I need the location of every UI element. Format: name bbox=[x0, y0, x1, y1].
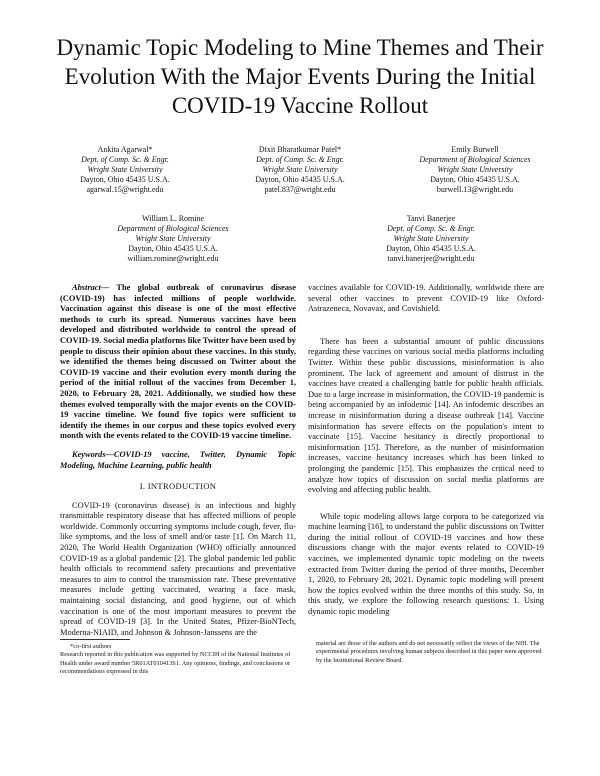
author-block bbox=[390, 145, 560, 195]
author-name: Dixit Bharatkumar Patel* bbox=[258, 145, 342, 154]
author-email: tanvi.banerjee@wright.edu bbox=[387, 254, 475, 263]
author-block bbox=[346, 214, 516, 264]
title-line: COVID-19 Vaccine Rollout bbox=[171, 93, 429, 118]
author-email: patel.837@wright.edu bbox=[264, 185, 336, 194]
left-column bbox=[60, 283, 296, 646]
author-block bbox=[88, 214, 258, 264]
author-email: agarwal.15@wright.edu bbox=[86, 185, 164, 194]
author-name: Ankita Agarwal* bbox=[97, 145, 153, 154]
author-addr: Dayton, Ohio 45435 U.S.A. bbox=[430, 175, 520, 184]
author-dept: Department of Biological Sciences bbox=[419, 155, 531, 164]
keywords-label: Keywords— bbox=[72, 449, 114, 459]
keywords-text: COVID-19 vaccine, Twitter, Dynamic Topic Modeling, Machine Learning, public health bbox=[60, 449, 296, 470]
title-line: Dynamic Topic Modeling to Mine Themes and Their bbox=[56, 35, 544, 60]
abstract-text: The global outbreak of coronavirus disease (COVID-19) has infected millions of people worldwide. Vaccination against this disease is one of the most effective methods to curb its spread. Numerous vaccines have been developed and distributed worldwide to control the spread of COVID-19. Social media platforms like Twitter have been used by people to discuss their opinion about these vaccines. In this study, we identified the themes being discussed on Twitter about the COVID-19 vaccine and their evolution every month during the period of the initial rollout of the vaccines from December 1, 2020, to February 28, 2021. Additionally, we studied how these themes evolved temporally with the major events on the COVID-19 vaccine timeline. We found five topics were sufficient to identify the themes in our corpus and these topics evolved every month with the events related to the COVID-19 vaccine timeline. bbox=[60, 283, 296, 441]
author-univ: Wright State University bbox=[393, 234, 469, 243]
footnote-right bbox=[316, 640, 544, 665]
author-univ: Wright State University bbox=[135, 234, 211, 243]
author-name: Tanvi Banerjee bbox=[406, 214, 456, 223]
author-dept: Dept. of Comp. Sc. & Engr. bbox=[81, 155, 169, 164]
paper-title bbox=[20, 33, 580, 120]
author-email: burwell.13@wright.edu bbox=[436, 185, 514, 194]
abstract bbox=[60, 283, 296, 442]
footnote-rule bbox=[60, 639, 130, 640]
title-line: Evolution With the Major Events During the Initial bbox=[64, 64, 536, 89]
footnote-continued: material are those of the authors and do not necessarily reflect the views of the NIH. The experimental procedures involving human subjects described in this paper were approved by the Institutional Review Board. bbox=[316, 640, 542, 664]
right-paragraph-3: While topic modeling allows large corpora to be categorized via machine learning [16], to understand the public discussions on Twitter during the initial rollout of COVID-19 vaccines and how these discussions change with the major events related to COVID-19 vaccines, we implemented dynamic topic modeling on the tweets extracted from Twitter during the period of three months, December 1, 2020, to February 28, 2021. Dynamic topic modeling will present how the topics evolved within the three months of this study. So, in this study, we explore the following research questions: 1. Using dynamic topic modeling bbox=[308, 511, 544, 617]
author-addr: Dayton, Ohio 45435 U.S.A. bbox=[128, 244, 218, 253]
section-heading: I. INTRODUCTION bbox=[139, 481, 217, 492]
abstract-label: Abstract— bbox=[72, 283, 110, 292]
right-paragraph-2: There has been a substantial amount of public discussions regarding these vaccines on various social media platforms including Twitter. Within these public discussions, misinformation is also prominent. The lack of agreement and amount of distrust in the vaccines have created a challenging battle for public health officials. Due to a large increase in misinformation, the COVID-19 pandemic is being accompanied by an infodemic [14]. An infodemic describes an increase in misinformation during a disease outbreak [14]. Vaccine misinformation has severe effects on the population's intent to vaccinate [15]. Vaccine hesitancy is directly proportional to misinformation [15]. Therefore, as the number of misinformation increases, vaccine hesitancy increases which has been linked to prolonging the pandemic [15]. This emphasizes the critical need to analyze how topics of discussion on social media platforms are evolving and affecting public health. bbox=[308, 336, 544, 495]
footnote-co-authors: *co-first authors bbox=[70, 643, 112, 650]
footnote-left bbox=[60, 643, 296, 676]
author-addr: Dayton, Ohio 45435 U.S.A. bbox=[255, 175, 345, 184]
right-column bbox=[308, 283, 544, 626]
author-name: William L. Romine bbox=[141, 214, 205, 223]
footnote-funding: Research reported in this publication was supported by NCCIH of the National Institutes of Health under award number 5R01AT010413S1. Any opinions, findings, and conclusions or recommendations expressed in this bbox=[60, 651, 291, 675]
author-addr: Dayton, Ohio 45435 U.S.A. bbox=[80, 175, 170, 184]
author-email: william.romine@wright.edu bbox=[127, 254, 219, 263]
author-univ: Wright State University bbox=[87, 165, 163, 174]
keywords bbox=[60, 450, 296, 471]
intro-paragraph: COVID-19 (coronavirus disease) is an infectious and highly transmittable respiratory disease that has affected millions of people worldwide. Commonly occurring symptoms include cough, fever, flu-like symptoms, and the loss of smell and/or taste [1]. On March 11, 2020, The World Health Organization (WHO) officially announced COVID-19 as a global pandemic [2]. The global pandemic led public health officials to recommend safety precautions and preventative measures to aim to control the transmission rate. These preventative measures include getting vaccinated, wearing a face mask, maintaining social distancing, and good hygiene, out of which vaccination is one of the most important measures to prevent the spread of COVID-19 [3]. In the United States, Pfizer-BioNTech, Moderna-NIAID, and Johnson & Johnson-Janssens are the bbox=[60, 500, 296, 637]
author-dept: Dept. of Comp. Sc. & Engr. bbox=[387, 224, 475, 233]
author-dept: Dept. of Comp. Sc. & Engr. bbox=[256, 155, 344, 164]
author-block bbox=[40, 145, 210, 195]
author-dept: Department of Biological Sciences bbox=[117, 224, 229, 233]
author-univ: Wright State University bbox=[437, 165, 513, 174]
author-name: Emily Burwell bbox=[451, 145, 499, 154]
author-block bbox=[215, 145, 385, 195]
author-addr: Dayton, Ohio 45435 U.S.A. bbox=[386, 244, 476, 253]
author-univ: Wright State University bbox=[262, 165, 338, 174]
right-paragraph-1: vaccines available for COVID-19. Additionally, worldwide there are several other vaccines to prevent COVID-19 like Oxford-Astrazeneca, Novavax, and Covishield. bbox=[308, 283, 544, 314]
